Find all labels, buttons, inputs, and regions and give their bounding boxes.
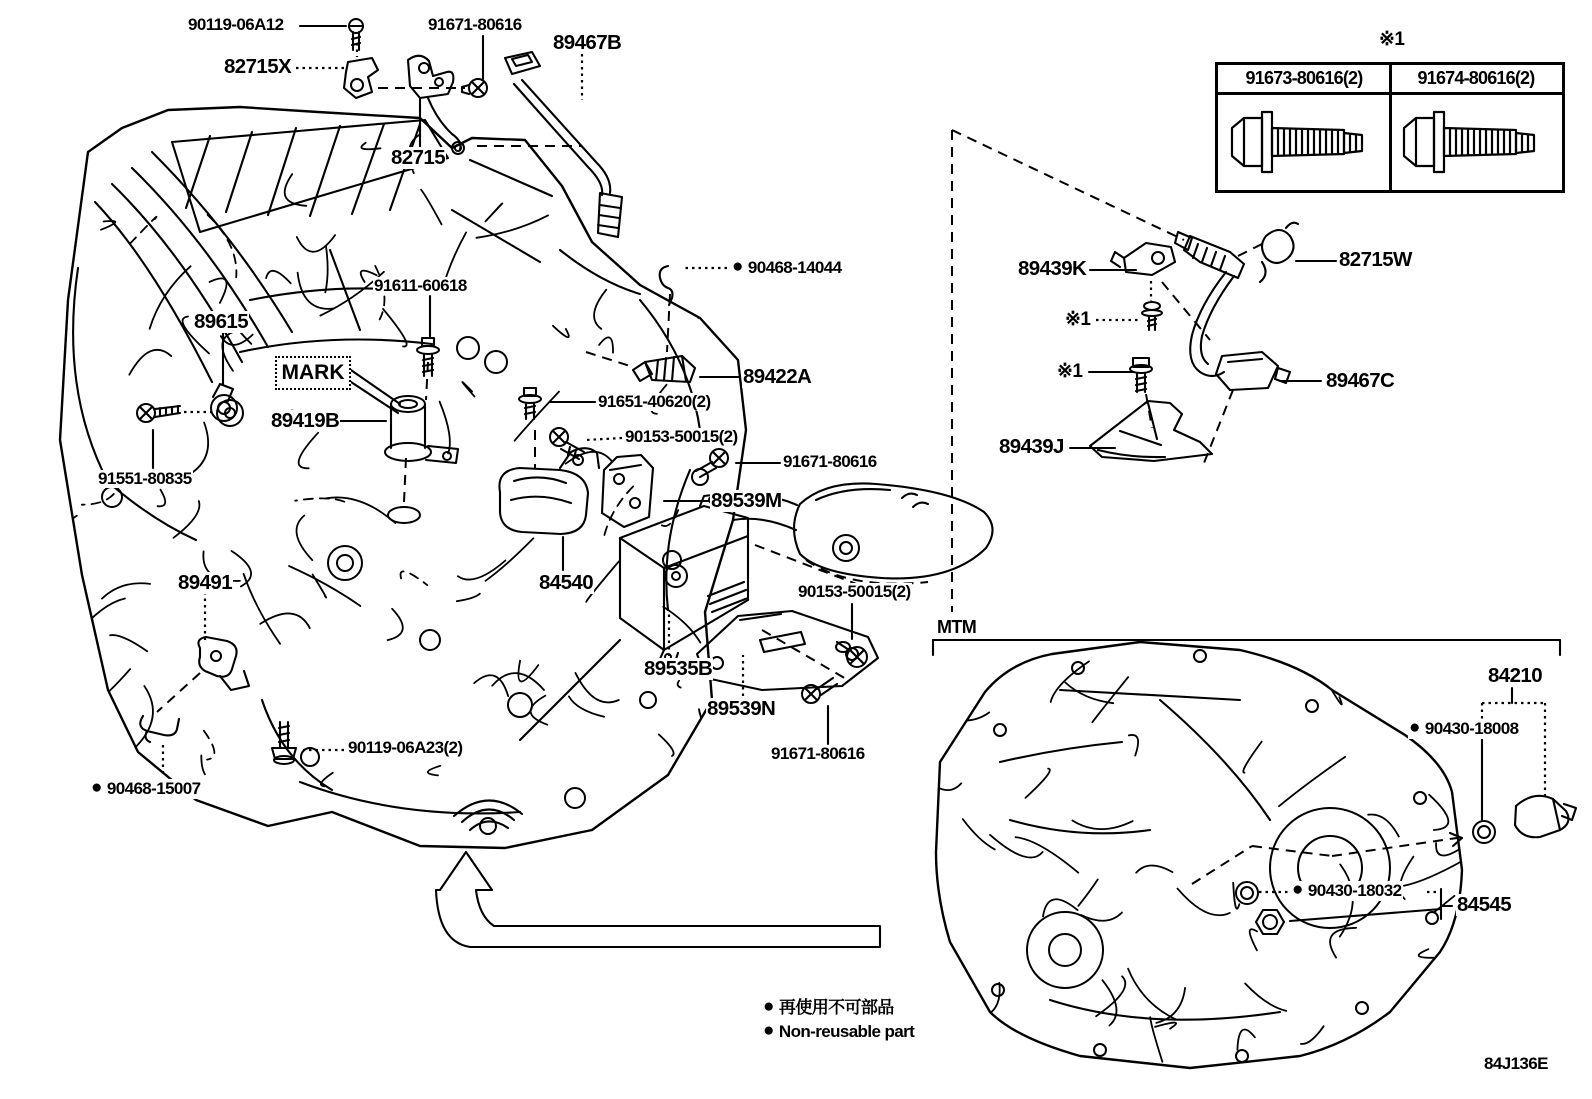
part-label-89539M bbox=[710, 490, 782, 512]
part-label-text: 89615 bbox=[194, 310, 249, 333]
non-reusable-dot-icon: ● bbox=[763, 1020, 774, 1041]
part-label-text: Non-reusable part bbox=[778, 1022, 915, 1041]
part-label-text: 84540 bbox=[539, 571, 594, 594]
part-label-91671-80616-mid bbox=[782, 453, 878, 471]
part-label-text: 89535B bbox=[644, 657, 713, 680]
part-label-90468-15007 bbox=[90, 779, 202, 799]
bolt-variant-column-1: 91673-80616(2) bbox=[1245, 68, 1363, 88]
non-reusable-dot-icon: ● bbox=[732, 256, 743, 277]
part-label-MTM bbox=[936, 618, 977, 637]
part-label-text: 90430-18032 bbox=[1307, 881, 1402, 900]
part-label-text: 91651-40620(2) bbox=[598, 392, 711, 411]
part-label-text: 91671-80616 bbox=[771, 744, 865, 763]
part-label-91671-80616-top bbox=[427, 16, 523, 34]
part-label-text: 84545 bbox=[1457, 893, 1512, 916]
non-reusable-dot-icon: ● bbox=[1409, 717, 1420, 738]
part-label-text: 89467C bbox=[1326, 369, 1395, 392]
part-label-91551-80835 bbox=[97, 470, 193, 488]
part-label-90119-06A23 bbox=[347, 739, 463, 757]
part-label-text: 82715W bbox=[1339, 248, 1412, 271]
part-label-text: 84J136E bbox=[1484, 1054, 1548, 1073]
part-label-text: 84210 bbox=[1488, 664, 1543, 687]
part-label-89439K bbox=[1017, 258, 1087, 280]
part-label-text: 89439J bbox=[999, 435, 1064, 458]
part-label-82715X bbox=[223, 56, 292, 78]
part-label-89467C bbox=[1325, 370, 1395, 392]
bolt-variant-table-divider bbox=[1389, 65, 1392, 190]
part-label-90468-14044 bbox=[731, 258, 843, 278]
part-label-82715W bbox=[1338, 249, 1413, 271]
part-label-84J136E bbox=[1483, 1055, 1549, 1073]
part-label-text: 89491 bbox=[178, 571, 233, 594]
part-label-text: 91671-80616 bbox=[783, 452, 877, 471]
part-label-text: 89467B bbox=[553, 31, 622, 54]
part-label-text: 90468-15007 bbox=[106, 779, 201, 798]
part-label-84540 bbox=[538, 572, 594, 594]
part-label-89539N bbox=[706, 698, 776, 720]
part-label-text: 90119-06A23(2) bbox=[348, 738, 463, 757]
part-label-text: ※1 bbox=[1057, 361, 1083, 382]
part-label-89422A bbox=[742, 366, 812, 388]
part-label-82715 bbox=[390, 147, 446, 169]
part-label-text: 82715X bbox=[224, 55, 292, 78]
part-label-text: 89539N bbox=[707, 697, 776, 720]
part-label-90153-50015-a bbox=[624, 428, 739, 446]
part-label-text: MTM bbox=[937, 617, 977, 637]
part-label-90153-50015-b bbox=[797, 583, 912, 601]
non-reusable-dot-icon: ● bbox=[763, 996, 774, 1017]
bolt-variant-column-2: 91674-80616(2) bbox=[1417, 68, 1535, 88]
part-label-text: 82715 bbox=[391, 146, 446, 169]
part-label-89491 bbox=[177, 572, 233, 594]
part-label-89419B bbox=[270, 410, 340, 432]
part-label-note-a bbox=[1064, 310, 1091, 330]
part-label-text: 89439K bbox=[1018, 257, 1087, 280]
part-label-note-top bbox=[1378, 30, 1405, 50]
part-label-91611-60618 bbox=[373, 277, 468, 295]
part-label-90430-18032 bbox=[1291, 881, 1403, 901]
part-label-text: 91611-60618 bbox=[374, 276, 467, 295]
non-reusable-dot-icon: ● bbox=[91, 777, 102, 798]
part-label-text: 90468-14044 bbox=[747, 258, 842, 277]
part-label-legend-jp bbox=[762, 998, 895, 1018]
non-reusable-dot-icon: ● bbox=[1292, 879, 1303, 900]
bolt-variant-table bbox=[1215, 62, 1565, 193]
part-label-text: 91551-80835 bbox=[98, 469, 192, 488]
part-label-text: 90119-06A12 bbox=[188, 15, 284, 34]
part-label-90430-18008 bbox=[1408, 719, 1520, 739]
part-label-text: 90430-18008 bbox=[1424, 719, 1519, 738]
part-label-text: 90153-50015(2) bbox=[798, 582, 911, 601]
mark-box: MARK bbox=[275, 356, 351, 390]
part-label-text: 89419B bbox=[271, 409, 340, 432]
part-label-text: 89539M bbox=[711, 489, 782, 512]
part-label-89535B bbox=[643, 658, 713, 680]
part-label-text: 89422A bbox=[743, 365, 812, 388]
part-label-text: 90153-50015(2) bbox=[625, 427, 738, 446]
part-label-text: 再使用不可部品 bbox=[778, 998, 894, 1017]
part-label-text: ※1 bbox=[1065, 309, 1091, 330]
part-label-text: 91671-80616 bbox=[428, 15, 522, 34]
part-label-89615 bbox=[193, 311, 249, 333]
part-label-84545 bbox=[1456, 894, 1512, 916]
part-label-89467B bbox=[552, 32, 622, 54]
part-label-91651-40620 bbox=[597, 393, 712, 411]
part-label-text: ※1 bbox=[1379, 29, 1405, 50]
part-label-legend-en bbox=[762, 1022, 915, 1042]
part-label-91671-80616-bot bbox=[770, 745, 866, 763]
part-label-89439J bbox=[998, 436, 1065, 458]
part-label-note-b bbox=[1056, 362, 1083, 382]
part-label-84210 bbox=[1487, 665, 1543, 687]
part-label-90119-06A12 bbox=[187, 16, 285, 34]
